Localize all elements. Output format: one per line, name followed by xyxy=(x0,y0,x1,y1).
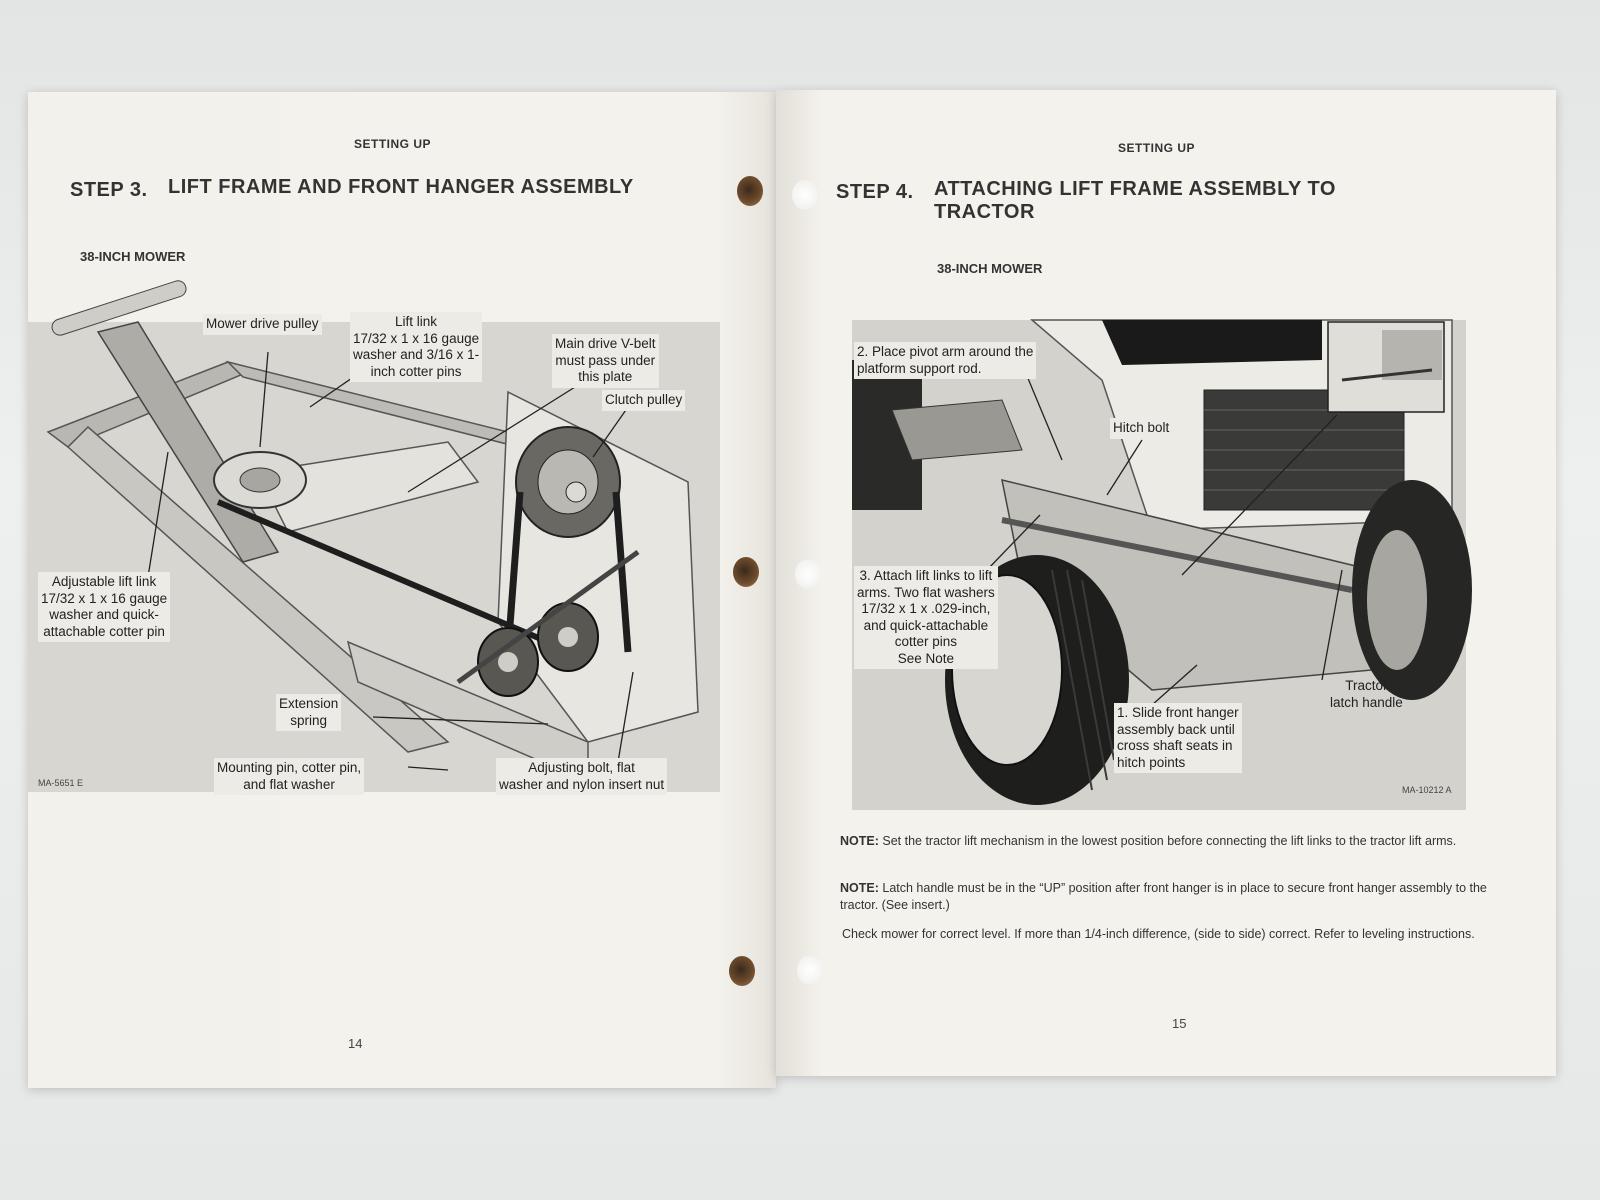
mower-drive-pulley-label: Mower drive pulley xyxy=(203,314,322,335)
note-key: NOTE: xyxy=(840,834,879,848)
page-number: 15 xyxy=(1172,1016,1187,1031)
check-level-text: Check mower for correct level. If more than 1/4-inch difference, (side to side) correct. Refer to leveling instructions. xyxy=(842,927,1475,941)
step-number: STEP 4. xyxy=(836,181,914,203)
binding-hole xyxy=(797,955,823,985)
binding-hole xyxy=(795,559,821,589)
pivot-arm-label: 2. Place pivot arm around the platform support rod. xyxy=(854,342,1036,379)
binding-hole xyxy=(792,180,818,210)
note-latch-handle xyxy=(840,880,1490,914)
note-lift-mechanism xyxy=(840,833,1490,850)
binding-hole xyxy=(733,557,759,587)
note-text: Latch handle must be in the “UP” position after front hanger is in place to secure front hanger assembly to the tractor. (See insert.) xyxy=(840,881,1487,912)
tractor-illustration xyxy=(852,320,1466,810)
lift-frame-illustration xyxy=(28,314,720,792)
step-number: STEP 3. xyxy=(70,179,148,201)
mounting-pin-label: Mounting pin, cotter pin, and flat washer xyxy=(214,758,364,795)
left-page xyxy=(28,92,776,1088)
clutch-pulley-label: Clutch pulley xyxy=(602,390,685,411)
binding-hole xyxy=(729,956,755,986)
main-drive-belt-label: Main drive V-belt must pass under this plate xyxy=(552,334,659,388)
section-subtitle: 38-INCH MOWER xyxy=(937,261,1043,276)
step-title-line-1: ATTACHING LIFT FRAME ASSEMBLY TO xyxy=(934,178,1336,200)
tractor-latch-handle-label: Tractor latch handle xyxy=(1330,678,1403,710)
running-header: SETTING UP xyxy=(354,137,432,151)
running-header: SETTING UP xyxy=(1118,141,1196,155)
attach-lift-links-label: 3. Attach lift links to lift arms. Two flat washers 17/32 x 1 x .029-inch, and quick-attachable cotter pins See Note xyxy=(854,566,998,669)
section-subtitle: 38-INCH MOWER xyxy=(80,249,186,264)
figure-id: MA-5651 E xyxy=(38,778,84,788)
right-page xyxy=(776,90,1556,1076)
figure-id: MA-10212 A xyxy=(1402,785,1452,795)
note-text: Set the tractor lift mechanism in the lowest position before connecting the lift links to the tractor lift arms. xyxy=(882,834,1457,848)
page-number: 14 xyxy=(348,1036,363,1051)
lift-link-label: Lift link 17/32 x 1 x 16 gauge washer and 3/16 x 1- inch cotter pins xyxy=(350,312,482,382)
binding-hole xyxy=(737,176,763,206)
step-title-line-2: TRACTOR xyxy=(934,201,1035,223)
step-title: LIFT FRAME AND FRONT HANGER ASSEMBLY xyxy=(168,176,634,198)
note-key: NOTE: xyxy=(840,881,879,895)
slide-front-hanger-label: 1. Slide front hanger assembly back until cross shaft seats in hitch points xyxy=(1114,703,1242,773)
adjusting-bolt-label: Adjusting bolt, flat washer and nylon insert nut xyxy=(496,758,667,795)
hitch-bolt-label: Hitch bolt xyxy=(1110,418,1172,439)
extension-spring-label: Extension spring xyxy=(276,694,341,731)
adjustable-lift-link-label: Adjustable lift link 17/32 x 1 x 16 gauge washer and quick- attachable cotter pin xyxy=(38,572,170,642)
